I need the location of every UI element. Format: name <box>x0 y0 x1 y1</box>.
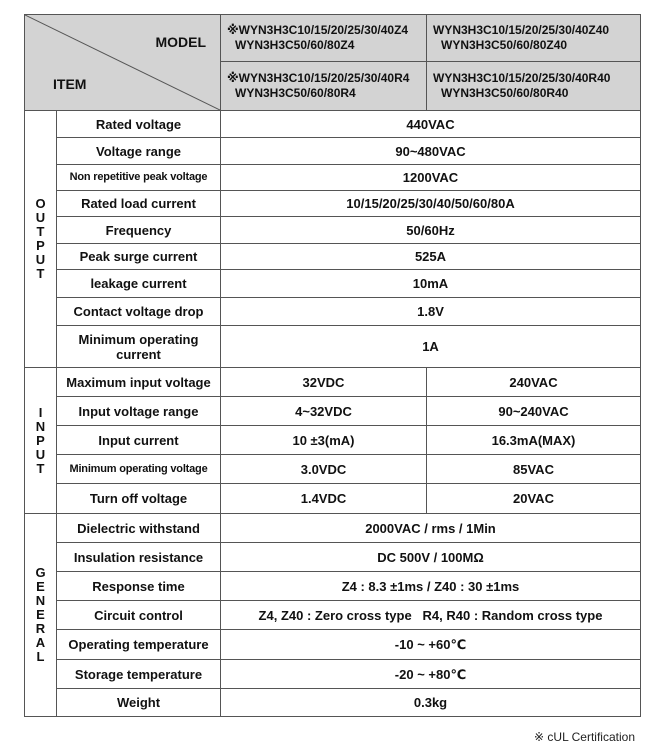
row-value: 1A <box>221 326 641 368</box>
input-group-label: I N P U T <box>25 368 57 514</box>
input-row <box>25 484 641 514</box>
general-row <box>25 630 641 660</box>
input-row <box>25 368 641 397</box>
input-row <box>25 397 641 426</box>
dc-value: 32VDC <box>221 368 427 397</box>
row-value: 90~480VAC <box>221 138 641 165</box>
general-row <box>25 660 641 689</box>
row-label: Input voltage range <box>57 397 221 426</box>
row-label: Rated voltage <box>57 111 221 138</box>
weight-label: Weight <box>57 689 221 717</box>
row-label: Non repetitive peak voltage <box>57 165 221 191</box>
row-label: Input current <box>57 426 221 455</box>
cul-certification-note: ※ cUL Certification <box>534 730 635 744</box>
row-value: 50/60Hz <box>221 217 641 244</box>
row-value: 10mA <box>221 270 641 298</box>
ac-value: 240VAC <box>427 368 641 397</box>
output-row <box>25 217 641 244</box>
input-row <box>25 455 641 484</box>
output-row <box>25 298 641 326</box>
model-heading: MODEL <box>155 34 206 50</box>
dc-value: 3.0VDC <box>221 455 427 484</box>
output-group-label: O U T P U T <box>25 111 57 368</box>
row-label: Voltage range <box>57 138 221 165</box>
header-row-1 <box>25 15 641 62</box>
ac-value: 90~240VAC <box>427 397 641 426</box>
input-row <box>25 426 641 455</box>
dc-value: 4~32VDC <box>221 397 427 426</box>
row-label: Dielectric withstand <box>57 514 221 543</box>
row-value: 525A <box>221 244 641 270</box>
row-value: DC 500V / 100MΩ <box>221 543 641 572</box>
row-label: Insulation resistance <box>57 543 221 572</box>
output-row <box>25 165 641 191</box>
general-group-label: G E N E R A L <box>25 514 57 717</box>
item-heading: ITEM <box>53 76 87 92</box>
ac-value: 20VAC <box>427 484 641 514</box>
row-value: 1200VAC <box>221 165 641 191</box>
general-row <box>25 572 641 601</box>
dc-value: 10 ±3(mA) <box>221 426 427 455</box>
row-label: Storage temperature <box>57 660 221 689</box>
row-value: 440VAC <box>221 111 641 138</box>
row-label: Contact voltage drop <box>57 298 221 326</box>
row-label: Response time <box>57 572 221 601</box>
row-label: Rated load current <box>57 191 221 217</box>
row-label: Operating temperature <box>57 630 221 660</box>
row-label: Minimum operating voltage <box>57 455 221 484</box>
dc-value: 1.4VDC <box>221 484 427 514</box>
spec-table <box>24 14 641 717</box>
model-r4: ※WYN3H3C10/15/20/25/30/40R4 WYN3H3C50/60/80R4 <box>221 62 427 111</box>
general-row <box>25 514 641 543</box>
row-value: Z4 : 8.3 ±1ms / Z40 : 30 ±1ms <box>221 572 641 601</box>
row-value: -20 ~ +80℃ <box>221 660 641 689</box>
row-label: leakage current <box>57 270 221 298</box>
ac-value: 16.3mA(MAX) <box>427 426 641 455</box>
row-value: 2000VAC / rms / 1Min <box>221 514 641 543</box>
model-r40: WYN3H3C10/15/20/25/30/40R40 WYN3H3C50/60/80R40 <box>427 62 641 111</box>
row-label: Maximum input voltage <box>57 368 221 397</box>
weight-value: 0.3kg <box>221 689 641 717</box>
row-label: Turn off voltage <box>57 484 221 514</box>
corner-diagonal <box>25 15 221 111</box>
ac-value: 85VAC <box>427 455 641 484</box>
output-row <box>25 270 641 298</box>
weight-row <box>25 689 641 717</box>
model-z4: ※WYN3H3C10/15/20/25/30/40Z4 WYN3H3C50/60/80Z4 <box>221 15 427 62</box>
output-row <box>25 191 641 217</box>
row-label: Circuit control <box>57 601 221 630</box>
row-label: Frequency <box>57 217 221 244</box>
general-row <box>25 543 641 572</box>
output-row <box>25 111 641 138</box>
output-row <box>25 244 641 270</box>
row-label: Peak surge current <box>57 244 221 270</box>
model-z40: WYN3H3C10/15/20/25/30/40Z40 WYN3H3C50/60/80Z40 <box>427 15 641 62</box>
row-label: Minimum operating current <box>57 326 221 368</box>
output-row <box>25 326 641 368</box>
row-value: 1.8V <box>221 298 641 326</box>
output-row <box>25 138 641 165</box>
general-row <box>25 601 641 630</box>
model-item-corner <box>25 15 221 111</box>
row-value: -10 ~ +60℃ <box>221 630 641 660</box>
row-value: 10/15/20/25/30/40/50/60/80A <box>221 191 641 217</box>
row-value: Z4, Z40 : Zero cross type R4, R40 : Random cross type <box>221 601 641 630</box>
